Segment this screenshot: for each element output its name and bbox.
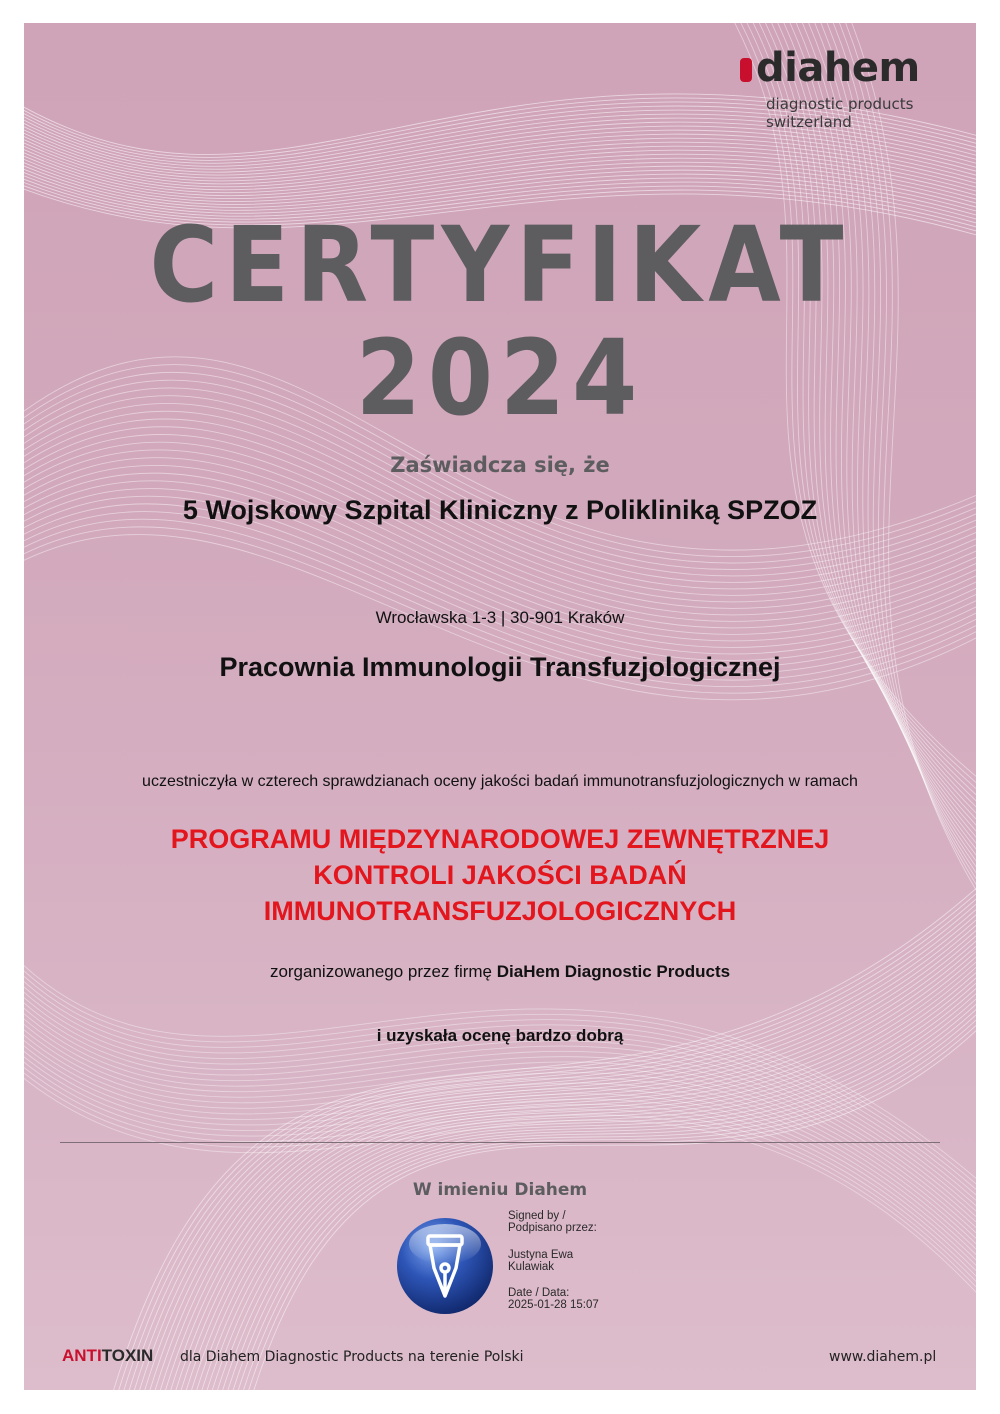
decorative-wave-line: [24, 1026, 976, 1306]
certificate: [24, 23, 976, 1390]
institution-address: Wrocławska 1-3 | 30-901 Kraków: [375, 608, 625, 627]
certificate-year: 2024: [355, 317, 645, 439]
certifies-line: Zaświadcza się, że: [390, 453, 610, 477]
logo-mark: [740, 58, 752, 82]
decorative-wave-line: [781, 23, 976, 840]
signer-name-1: Justyna Ewa: [508, 1249, 574, 1261]
signed-by-label-pl: Podpisano przez:: [508, 1222, 597, 1234]
signed-by-label: Signed by /: [508, 1210, 566, 1222]
decorative-wave-line: [177, 936, 976, 1390]
logo-tagline-1: diagnostic products: [766, 95, 914, 113]
decorative-wave-line: [171, 930, 976, 1390]
divider-line: [60, 1142, 940, 1143]
decorative-wave-line: [114, 873, 976, 1390]
decorative-wave-line: [120, 879, 976, 1390]
fountain-pen-nib-icon: [395, 1216, 495, 1316]
signer-name-2: Kulawiak: [508, 1261, 555, 1273]
certificate-title: CERTYFIKAT: [149, 204, 851, 326]
organized-by-label: zorganizowanego przez firmę: [269, 962, 492, 981]
logo-wordmark: diahem: [756, 45, 920, 91]
footer-brand: [62, 1345, 153, 1367]
footer-brand-toxin: TOXIN: [101, 1346, 154, 1365]
footer-website: www.diahem.pl: [829, 1349, 937, 1365]
decorative-wave-line: [24, 974, 976, 1254]
footer-text: dla Diahem Diagnostic Products na terenie Polski: [180, 1349, 524, 1365]
decorative-wave-line: [182, 941, 976, 1390]
decorative-wave-line: [125, 884, 976, 1390]
organized-by-line: [24, 961, 976, 983]
participation-text: uczestniczyła w czterech sprawdzianach oceny jakości badań immunotransfuzjologicznych w ramach: [142, 773, 858, 790]
grade-line: i uzyskała ocenę bardzo dobrą: [376, 1026, 624, 1045]
organizer-name: DiaHem Diagnostic Products: [496, 962, 731, 981]
decorative-wave-line: [24, 963, 976, 1243]
decorative-wave-line: [109, 868, 976, 1390]
on-behalf-label: W imieniu Diahem: [412, 1180, 588, 1200]
logo-tagline-2: switzerland: [766, 113, 852, 131]
signature-date-label: Date / Data:: [508, 1287, 570, 1299]
department-name: Pracownia Immunologii Transfuzjologicznej: [219, 652, 781, 682]
decorative-wave-line: [24, 1009, 976, 1289]
program-name-line-3: IMMUNOTRANSFUZJOLOGICZNYCH: [263, 896, 737, 926]
decorative-wave-line: [24, 1037, 976, 1317]
decorative-wave-line: [24, 1032, 976, 1312]
institution-name: 5 Wojskowy Szpital Kliniczny z Polikliniką SPZOZ: [182, 495, 818, 525]
program-name-line-1: PROGRAMU MIĘDZYNARODOWEJ ZEWNĘTRZNEJ: [170, 824, 830, 854]
program-name-line-2: KONTROLI JAKOŚCI BADAŃ: [313, 860, 687, 890]
decorative-wave-line: [187, 946, 976, 1390]
signature-date-value: 2025-01-28 15:07: [508, 1299, 599, 1311]
footer-brand-anti: ANTI: [62, 1346, 102, 1365]
